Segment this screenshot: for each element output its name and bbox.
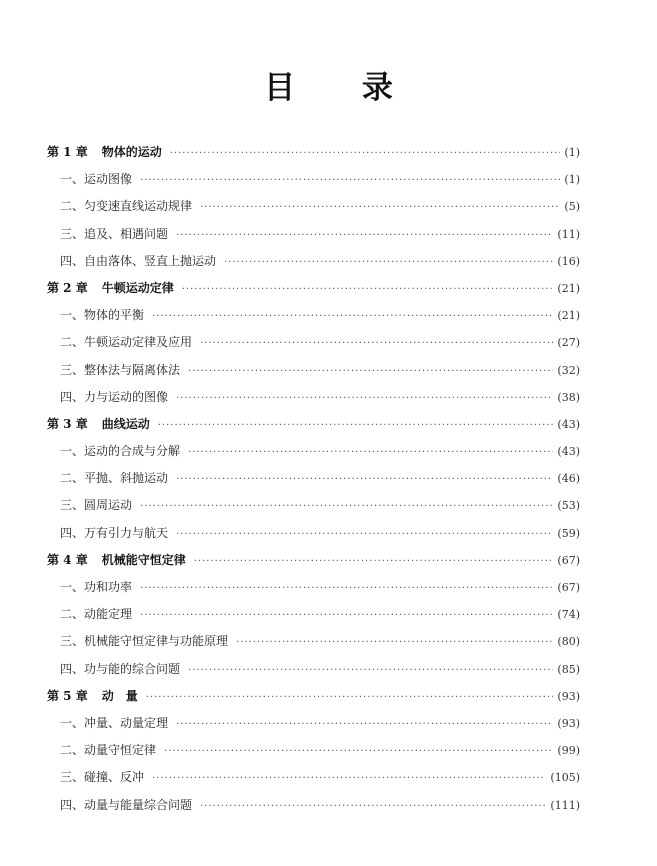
dot-leader xyxy=(140,493,553,520)
toc-chapter-entry xyxy=(47,139,580,166)
dot-leader xyxy=(152,303,553,330)
toc-chapter-entry xyxy=(47,411,580,438)
page-number: (27) xyxy=(557,336,580,350)
toc-entry-label xyxy=(47,275,174,302)
toc-entry-label xyxy=(60,737,156,764)
toc-entry-label xyxy=(60,166,132,193)
page-number: (80) xyxy=(557,635,580,649)
page-number: (85) xyxy=(557,662,580,676)
toc-entry-title: 物体的运动 xyxy=(101,145,162,159)
dot-leader xyxy=(158,412,554,439)
toc-entry-title: 动 量 xyxy=(101,688,138,703)
page-number: (43) xyxy=(557,417,580,431)
toc-entry-title: 二、匀变速直线运动规律 xyxy=(60,199,193,214)
toc-entry-label xyxy=(47,411,150,438)
toc-entry-label xyxy=(60,357,180,384)
page-number: (16) xyxy=(557,254,580,268)
toc-entry-label xyxy=(47,547,186,574)
toc-entry-label xyxy=(60,193,192,220)
toc-section-entry xyxy=(47,329,580,356)
toc-entry-title: 一、功和功率 xyxy=(60,580,133,594)
page-number: (11) xyxy=(557,227,580,241)
toc-entry-label xyxy=(60,329,192,356)
toc-section-entry xyxy=(47,628,580,655)
toc-entry-title: 二、动量守恒定律 xyxy=(60,743,157,758)
toc-entry-label xyxy=(60,248,216,275)
dot-leader xyxy=(176,466,553,493)
dot-leader xyxy=(176,222,553,249)
toc-section-entry xyxy=(47,166,580,193)
toc-section-entry xyxy=(47,465,580,492)
toc-entry-label xyxy=(60,384,168,411)
toc-entry-label xyxy=(60,492,132,519)
toc-entry-title: 三、追及、相遇问题 xyxy=(60,226,169,241)
dot-leader xyxy=(140,602,553,629)
toc-section-entry xyxy=(47,384,580,411)
toc-chapter-entry xyxy=(47,683,580,710)
toc-entry-title: 三、整体法与隔离体法 xyxy=(60,362,181,377)
toc-entry-label xyxy=(60,710,168,737)
page-number: (59) xyxy=(557,526,580,540)
page-number: (105) xyxy=(550,771,580,785)
toc-entry-title: 四、力与运动的图像 xyxy=(60,389,169,404)
toc-section-entry xyxy=(47,656,580,683)
toc-entry-title: 机械能守恒定律 xyxy=(101,552,186,567)
toc-chapter-entry xyxy=(47,547,580,574)
page-number: (46) xyxy=(557,472,580,486)
page-number: (93) xyxy=(557,716,580,730)
page-number: (67) xyxy=(557,553,580,567)
chapter-number: 第 3 章 xyxy=(47,416,88,431)
toc-entry-title: 四、动量与能量综合问题 xyxy=(60,797,193,812)
page-number: (43) xyxy=(557,445,580,459)
dot-leader xyxy=(140,167,560,194)
toc-entry-title: 牛顿运动定律 xyxy=(101,280,174,295)
toc-entry-title: 一、物体的平衡 xyxy=(60,308,145,323)
toc-section-entry xyxy=(47,520,580,547)
toc-section-entry xyxy=(47,248,580,275)
toc-section-entry xyxy=(47,302,580,329)
toc-section-entry xyxy=(47,492,580,519)
page-number: (38) xyxy=(557,390,580,404)
toc-section-entry xyxy=(47,792,580,819)
toc-section-entry xyxy=(47,193,580,220)
chapter-number: 第 4 章 xyxy=(47,552,88,567)
page-number: (93) xyxy=(557,689,580,703)
toc-entry-title: 四、万有引力与航天 xyxy=(60,525,169,540)
dot-leader xyxy=(164,738,553,765)
toc-entry-label xyxy=(47,683,138,710)
page-number: (5) xyxy=(564,200,580,214)
toc-section-entry xyxy=(47,357,580,384)
dot-leader xyxy=(236,629,553,656)
toc-entry-label xyxy=(60,574,132,601)
dot-leader xyxy=(194,548,554,575)
toc-section-entry xyxy=(47,737,580,764)
toc-entry-label xyxy=(60,764,144,791)
table-of-contents xyxy=(47,139,580,819)
toc-entry-title: 三、圆周运动 xyxy=(60,498,133,513)
toc-entry-title: 三、碰撞、反冲 xyxy=(60,770,145,785)
page-title: 目 录 xyxy=(264,70,421,106)
dot-leader xyxy=(182,276,554,303)
toc-entry-label xyxy=(60,656,180,683)
dot-leader xyxy=(188,439,553,466)
chapter-number: 第 2 章 xyxy=(47,280,88,295)
page-number: (67) xyxy=(557,581,580,594)
chapter-number: 第 5 章 xyxy=(47,688,88,703)
toc-entry-title: 四、自由落体、竖直上抛运动 xyxy=(60,253,217,268)
toc-chapter-entry xyxy=(47,275,580,302)
toc-entry-label xyxy=(60,520,168,547)
dot-leader xyxy=(224,249,553,276)
toc-section-entry xyxy=(47,221,580,248)
dot-leader xyxy=(188,657,553,684)
dot-leader xyxy=(200,793,546,820)
dot-leader xyxy=(176,711,553,738)
toc-entry-label xyxy=(60,302,144,329)
toc-entry-label xyxy=(60,628,228,655)
toc-entry-title: 曲线运动 xyxy=(101,416,150,431)
toc-entry-label xyxy=(47,139,162,166)
toc-entry-title: 一、冲量、动量定理 xyxy=(60,715,169,730)
toc-entry-label xyxy=(60,221,168,248)
toc-entry-title: 二、牛顿运动定律及应用 xyxy=(60,335,193,350)
chapter-number: 第 1 章 xyxy=(47,145,88,159)
dot-leader xyxy=(170,140,561,167)
toc-section-entry xyxy=(47,764,580,791)
toc-section-entry xyxy=(47,601,580,628)
dot-leader xyxy=(176,385,553,412)
toc-entry-label xyxy=(60,792,192,819)
page-number: (99) xyxy=(557,744,580,758)
page-number: (32) xyxy=(557,363,580,377)
toc-entry-label xyxy=(60,465,168,492)
toc-entry-title: 二、动能定理 xyxy=(60,607,133,622)
page-number: (1) xyxy=(564,173,580,187)
toc-entry-title: 二、平抛、斜抛运动 xyxy=(60,471,169,486)
page-number: (111) xyxy=(550,798,580,812)
page-number: (74) xyxy=(557,608,580,622)
dot-leader xyxy=(146,684,554,711)
toc-entry-title: 三、机械能守恒定律与功能原理 xyxy=(60,634,229,649)
dot-leader xyxy=(176,521,553,548)
toc-entry-label xyxy=(60,438,180,465)
page-number: (21) xyxy=(557,281,580,295)
page-number: (21) xyxy=(557,309,580,323)
dot-leader xyxy=(152,765,546,792)
toc-section-entry xyxy=(47,438,580,465)
toc-entry-label xyxy=(60,601,132,628)
toc-section-entry xyxy=(47,574,580,601)
dot-leader xyxy=(200,194,560,221)
dot-leader xyxy=(140,575,553,602)
toc-entry-title: 一、运动的合成与分解 xyxy=(60,444,181,459)
dot-leader xyxy=(200,330,553,357)
dot-leader xyxy=(188,358,553,385)
toc-entry-title: 四、功与能的综合问题 xyxy=(60,661,181,676)
page-number: (1) xyxy=(564,146,580,159)
toc-section-entry xyxy=(47,710,580,737)
toc-entry-title: 一、运动图像 xyxy=(60,172,133,187)
page-number: (53) xyxy=(557,499,580,513)
